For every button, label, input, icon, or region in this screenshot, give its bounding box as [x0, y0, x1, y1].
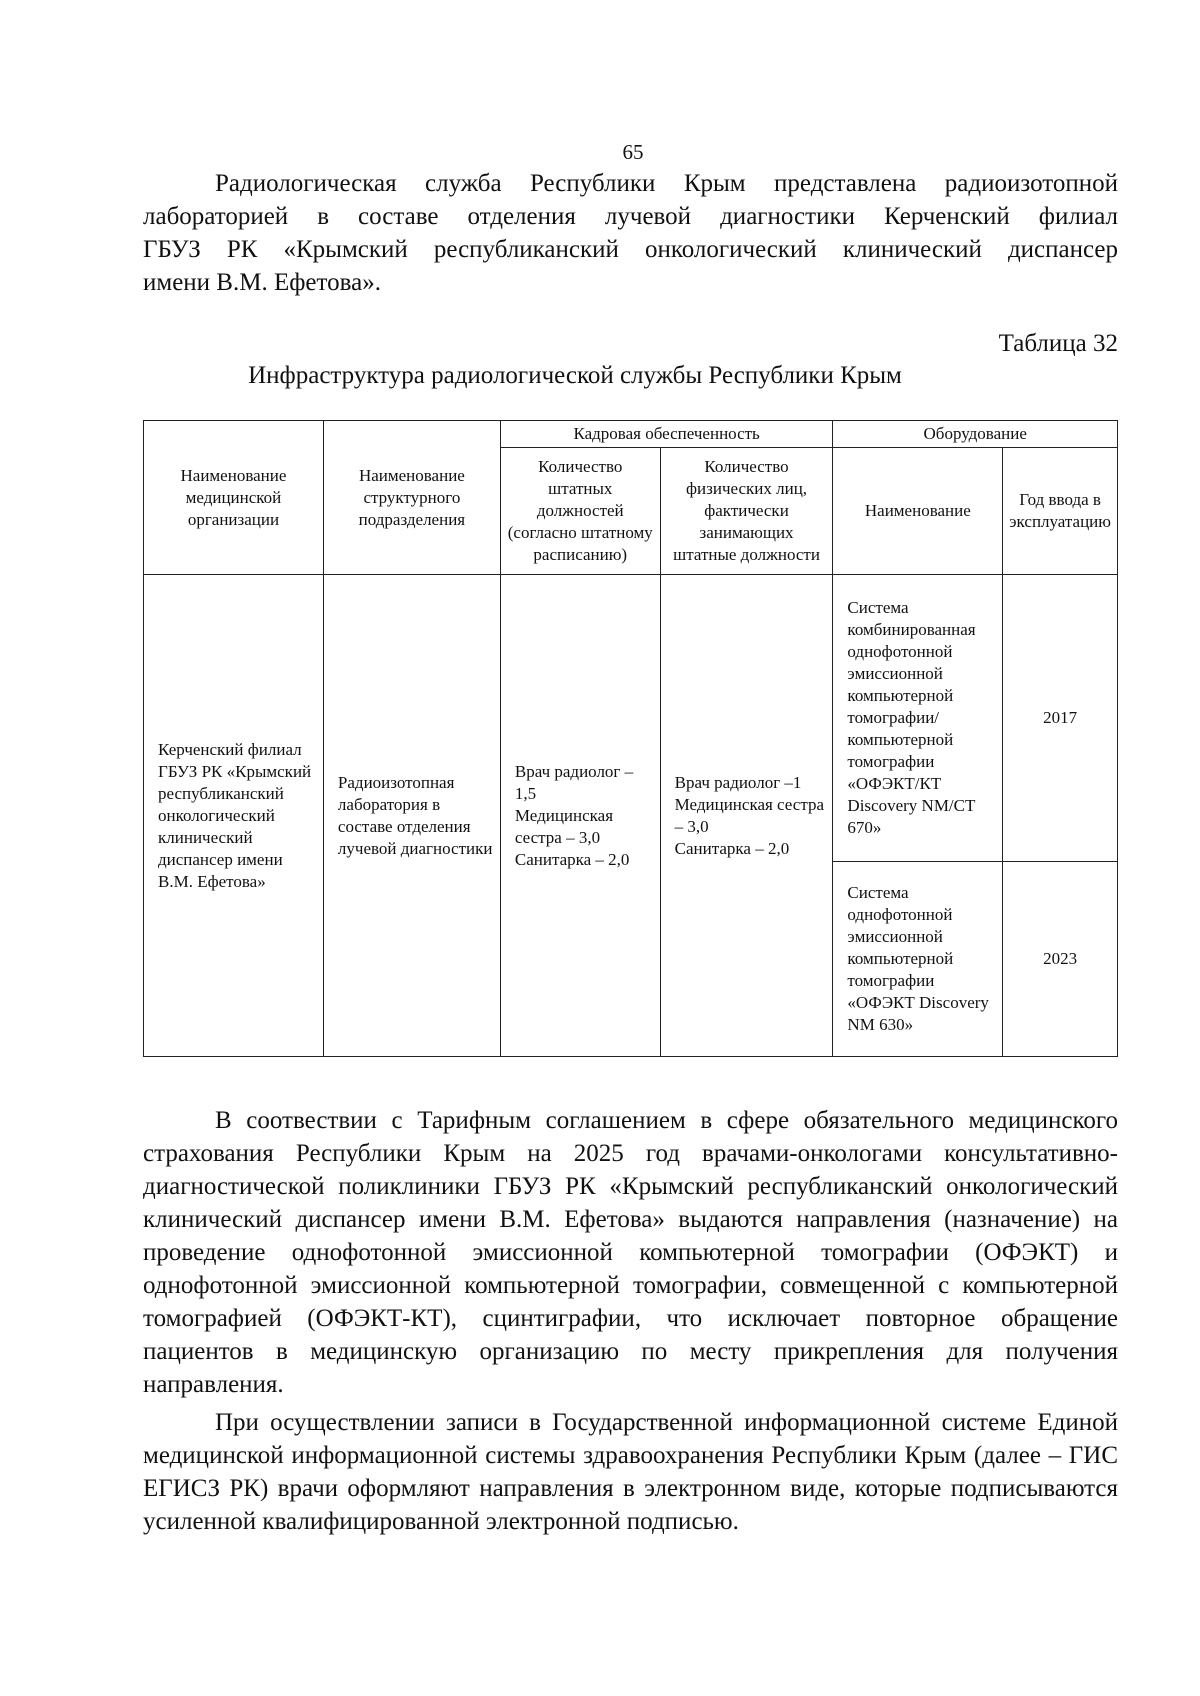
intro-paragraph	[143, 167, 1118, 299]
egisz-paragraph-text: При осуществлении записи в Государственной информационной системе Единой медицинской информационной системы здравоохранения Республики Крым (далее – ГИС ЕГИСЗ РК) врачи оформляют направления в электронном виде, которые подписываются усиленной квалифицированной электронной подписью.	[143, 1409, 1118, 1535]
page-number: 65	[622, 140, 644, 164]
intro-line: имени В.М. Ефетова».	[143, 269, 381, 296]
header-staff-persons: Количество физических лиц, фактически занимающих штатные должности	[660, 448, 833, 575]
staff-position-line: Санитарка – 2,0	[514, 849, 630, 869]
table-row	[144, 575, 1118, 862]
staff-person-line: Врач радиолог –1	[674, 772, 802, 792]
staff-position-line: Медицинская сестра – 3,0	[514, 805, 614, 847]
table-label: Таблица 32	[998, 330, 1118, 357]
header-org-name: Наименование медицинской организации	[144, 421, 324, 575]
tariff-paragraph-text: В соотвествии с Тарифным соглашением в сфере обязательного медицинского страхования Республики Крым на 2025 год врачами-онкологами консультативно-диагностической поликлиники ГБУЗ РК «Крымский республиканский онкологический клинический диспансер имени В.М. Ефетова» выдаются направления (назначение) на проведение однофотонной эмиссионной компьютерной томографии (ОФЭКТ) и однофотонной эмиссионной компьютерной томографии, совмещенной с компьютерной томографией (ОФЭКТ-КТ), сцинтиграфии, что исключает повторное обращение пациентов в медицинскую организацию по месту прикрепления для получения направления.	[143, 1107, 1118, 1398]
tariff-paragraph	[143, 1104, 1118, 1401]
intro-line: лабораторией в составе отделения лучевой диагностики Керченский филиал	[143, 203, 1118, 230]
egisz-paragraph	[143, 1406, 1118, 1538]
cell-org-name: Керченский филиал ГБУЗ РК «Крымский республиканский онкологический клинический диспансер имени В.М. Ефетова»	[144, 575, 324, 1057]
table-header-row	[144, 421, 1118, 448]
cell-staff-persons	[660, 575, 833, 1057]
staff-position-line: Врач радиолог – 1,5	[514, 761, 634, 803]
cell-equipment-year-1: 2017	[1003, 575, 1118, 862]
infrastructure-table	[143, 420, 1118, 1057]
header-equipment-year: Год ввода в эксплуатацию	[1003, 448, 1118, 575]
intro-line: Радиологическая служба Республики Крым представлена радиоизотопной	[215, 170, 1118, 197]
header-equipment-group: Оборудование	[833, 421, 1118, 448]
cell-staff-positions	[500, 575, 660, 1057]
header-staff-positions: Количество штатных должностей (согласно штатному расписанию)	[500, 448, 660, 575]
cell-equipment-name-1: Система комбинированная однофотонной эмиссионной компьютерной томографии/компьютерной томографии «ОФЭКТ/КТ Discovery NM/CT 670»	[833, 575, 1003, 862]
staff-person-line: Санитарка – 2,0	[674, 838, 790, 858]
intro-line: ГБУЗ РК «Крымский республиканский онкологический клинический диспансер	[143, 236, 1118, 263]
header-staffing-group: Кадровая обеспеченность	[500, 421, 833, 448]
header-unit-name: Наименование структурного подразделения	[323, 421, 500, 575]
cell-equipment-year-2: 2023	[1003, 862, 1118, 1057]
table-title: Инфраструктура радиологической службы Республики Крым	[248, 362, 902, 389]
staff-person-line: Медицинская сестра – 3,0	[674, 794, 825, 836]
cell-unit-name: Радиоизотопная лаборатория в составе отделения лучевой диагностики	[323, 575, 500, 1057]
header-equipment-name: Наименование	[833, 448, 1003, 575]
cell-equipment-name-2: Система однофотонной эмиссионной компьютерной томографии «ОФЭКТ Discovery NM 630»	[833, 862, 1003, 1057]
